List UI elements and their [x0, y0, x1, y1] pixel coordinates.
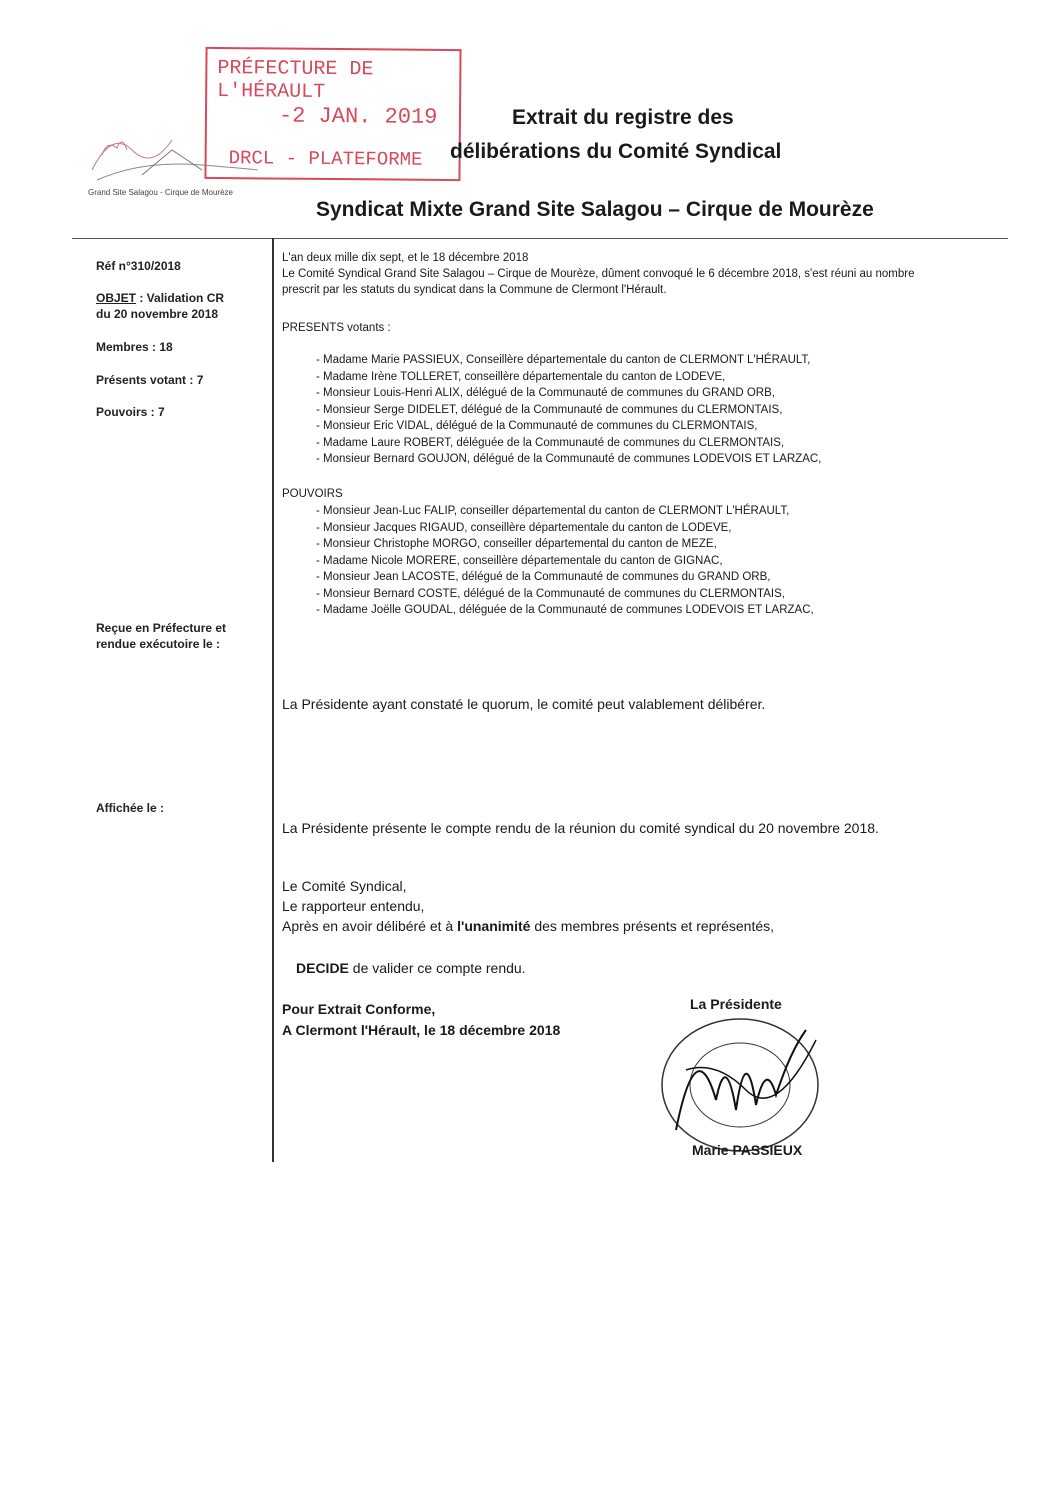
present-member: - Madame Laure ROBERT, déléguée de la Communauté de communes du CLERMONTAIS,	[316, 435, 821, 452]
stamp-date: -2 JAN. 2019	[278, 103, 438, 130]
decide-keyword: DECIDE	[296, 960, 349, 976]
intro-line-1: L'an deux mille dix sept, et le 18 décembre 2018	[282, 252, 529, 264]
document-subtitle: Syndicat Mixte Grand Site Salagou – Cirque de Mourèze	[316, 198, 874, 221]
decide-line	[296, 958, 526, 979]
recue-prefecture-line-2: rendue exécutoire le :	[96, 637, 221, 651]
president-name: Marie PASSIEUX	[692, 1142, 803, 1158]
decision-line-2: Le rapporteur entendu,	[282, 898, 425, 914]
affichee-le: Affichée le :	[96, 801, 165, 815]
column-divider	[272, 238, 274, 1162]
header-divider	[72, 238, 1008, 239]
quorum-statement: La Présidente ayant constaté le quorum, le comité peut valablement délibérer.	[282, 696, 766, 712]
president-role: La Présidente	[690, 996, 782, 1012]
decision-line-1: Le Comité Syndical,	[282, 878, 407, 894]
stamp-line-3: DRCL - PLATEFORME	[228, 147, 423, 171]
decision-line-3	[282, 916, 774, 937]
present-member: - Monsieur Louis-Henri ALIX, délégué de la Communauté de communes du GRAND ORB,	[316, 385, 821, 402]
pouvoirs-list	[316, 503, 814, 619]
presents-list	[316, 352, 821, 468]
decide-text: de valider ce compte rendu.	[348, 960, 526, 976]
prefecture-stamp	[204, 47, 461, 181]
recue-prefecture-line-1: Reçue en Préfecture et	[96, 621, 227, 635]
unanimite-text: l'unanimité	[457, 918, 531, 934]
pouvoir-member: - Monsieur Christophe MORGO, conseiller départemental du canton de MEZE,	[316, 536, 814, 553]
pouvoir-member: - Monsieur Jean LACOSTE, délégué de la Communauté de communes du GRAND ORB,	[316, 569, 814, 586]
presents-count: Présents votant : 7	[96, 373, 204, 387]
lieu-date: A Clermont l'Hérault, le 18 décembre 2018	[282, 1022, 561, 1038]
logo-caption: Grand Site Salagou - Cirque de Mourèze	[88, 188, 233, 197]
membres-count: Membres : 18	[96, 340, 173, 354]
objet-text: : Validation CR	[136, 291, 225, 305]
document-title-line-2: délibérations du Comité Syndical	[450, 140, 782, 163]
present-member: - Madame Marie PASSIEUX, Conseillère départementale du canton de CLERMONT L'HÉRAULT,	[316, 352, 821, 369]
pouvoirs-heading: POUVOIRS	[282, 488, 343, 500]
decision-line-3-prefix: Après en avoir délibéré et à	[282, 918, 458, 934]
presents-heading: PRESENTS votants :	[282, 322, 391, 334]
reference-number: Réf n°310/2018	[96, 259, 181, 273]
objet-label: OBJET	[96, 291, 137, 305]
pouvoirs-count: Pouvoirs : 7	[96, 405, 165, 419]
stamp-line-1: PRÉFECTURE DE L'HÉRAULT	[217, 56, 374, 104]
official-seal-signature	[656, 1010, 824, 1160]
pouvoir-member: - Monsieur Jacques RIGAUD, conseillère départementale du canton de LODEVE,	[316, 520, 814, 537]
intro-line-3: prescrit par les statuts du syndicat dans la Commune de Clermont l'Hérault.	[282, 284, 667, 296]
objet-date: du 20 novembre 2018	[96, 307, 219, 321]
objet-line	[96, 290, 224, 306]
present-member: - Monsieur Bernard GOUJON, délégué de la Communauté de communes LODEVOIS ET LARZAC,	[316, 451, 821, 468]
present-member: - Madame Irène TOLLERET, conseillère départementale du canton de LODEVE,	[316, 369, 821, 386]
document-title-line-1: Extrait du registre des	[512, 106, 734, 129]
present-member: - Monsieur Serge DIDELET, délégué de la Communauté de communes du CLERMONTAIS,	[316, 402, 821, 419]
pouvoir-member: - Monsieur Bernard COSTE, délégué de la Communauté de communes du CLERMONTAIS,	[316, 586, 814, 603]
extrait-conforme: Pour Extrait Conforme,	[282, 1001, 436, 1017]
pouvoir-member: - Madame Joëlle GOUDAL, déléguée de la Communauté de communes LODEVOIS ET LARZAC,	[316, 602, 814, 619]
pouvoir-member: - Monsieur Jean-Luc FALIP, conseiller départemental du canton de CLERMONT L'HÉRAULT,	[316, 503, 814, 520]
intro-line-2: Le Comité Syndical Grand Site Salagou – Cirque de Mourèze, dûment convoqué le 6 décembre 2018, s'est réuni au nombre	[282, 268, 915, 280]
present-member: - Monsieur Eric VIDAL, délégué de la Communauté de communes du CLERMONTAIS,	[316, 418, 821, 435]
pouvoir-member: - Madame Nicole MORERE, conseillère départementale du canton de GIGNAC,	[316, 553, 814, 570]
decision-line-3-suffix: des membres présents et représentés,	[530, 918, 775, 934]
compte-rendu-statement: La Présidente présente le compte rendu de la réunion du comité syndical du 20 novembre 2018.	[282, 820, 879, 836]
